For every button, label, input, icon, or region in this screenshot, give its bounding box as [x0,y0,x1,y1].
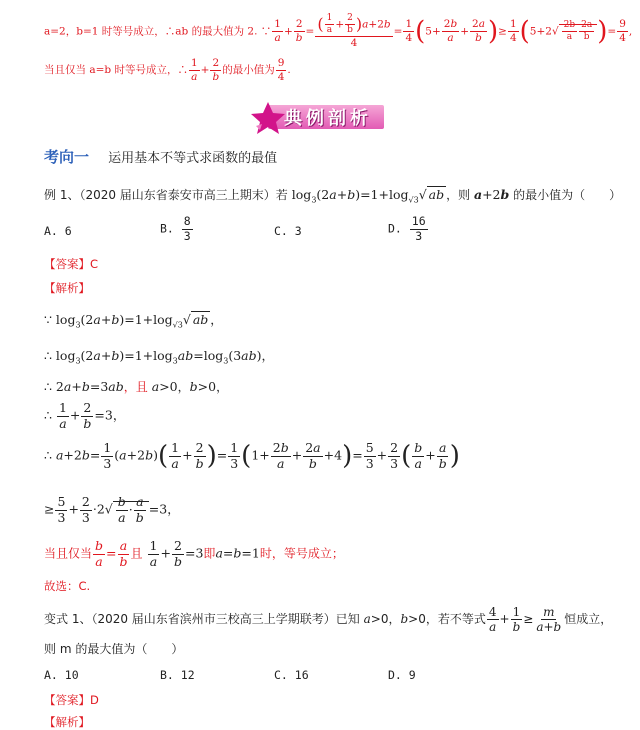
variant-1-option-a[interactable]: A. 10 [44,668,79,682]
variant-1-line-1: 变式 1、（2020 届山东省滨州市三校高三上学期联考）已知 a>0，b>0，若不等式 $\frac{4}{a}$ + $\frac{1}{b}$ ≥ $\frac{m}{a+b}$ 恒成立， [44,605,613,634]
banner-label: 典例剖析 [284,108,372,129]
step-4: ∴ $\frac{1}{a}$ + $\frac{2}{b}$ =3， [44,400,126,431]
example-1-option-a[interactable]: A. 6 [44,224,72,238]
variant-1-option-d[interactable]: D. 9 [388,668,416,682]
step-8: 故选：C. [44,579,91,593]
section-subheading: 运用基本不等式求函数的最值 [108,151,278,166]
example-1-question: 例 1、（2020 届山东省泰安市高三上期末）若 $\log_3(2a+b)=1+\log_{√3}√$ ab ，则 a+2b 的最小值为（ ） [44,187,622,205]
step-7: 当且仅当 $\frac{b}{a}$ = $\frac{a}{b}$ 且 $\frac{1}{a}$ + $\frac{2}{b}$ =3即a=b=1时，等号成立； [44,538,344,569]
step-1: ∵ $\log_3(2a+b)=1+\log_{√3}√$ ab ， [44,312,223,330]
top-line-1: a=2，b=1 时等号成立，∴ab 的最大值为 2. ∵ $\frac{1}{a}$ + $\frac{2}{b}$ = ( $\frac{1}{a}$ + $\frac{2}{b}$ )a+2b 4 = $\frac{1}{4}$ (5+ $\frac{2b}{a}$ + $\frac{2a}{b}$ )≥ $\frac{1}{4}$ (5+2√ $\frac{2b}{a}$ $\frac{2a}{b}$ )= $\frac{9}{4}$ , [44,13,633,49]
variant-1-option-b[interactable]: B. 12 [160,668,195,682]
step-2: ∴ $\log_3(2a+b)=1+\log_3ab=\log_3(3ab)$， [44,348,275,366]
example-1-option-c[interactable]: C. 3 [274,224,302,238]
variant-1-option-c[interactable]: C. 16 [274,668,309,682]
example-1-option-b[interactable]: B. $\frac{8}{3}$ [160,214,191,243]
section-heading-row [44,146,277,167]
step-5: ∴ a+2b= $\frac{1}{3}$ (a+2b)( $\frac{1}{a}$ + $\frac{2}{b}$ )= $\frac{1}{3}$ (1+ $\frac{2b}{a}$ + $\frac{2a}{b}$ +4)= $\frac{5}{3}$ + $\frac{2}{3}$ ( $\frac{b}{a}$ + $\frac{a}{b}$ ) [44,440,460,471]
star-icon [248,100,288,136]
top-line-1-prefix: a=2，b=1 时等号成立，∴ab 的最大值为 2. [44,25,258,38]
top-min-value: $\frac{9}{4}$ [277,57,285,83]
top-line-2-suffix: 的最小值为 [222,64,275,76]
variant-1-line-2: 则 m 的最大值为（ ） [44,642,184,656]
example-1-prefix: 例 1、（2020 届山东省泰安市高三上期末）若 [44,188,288,202]
top-line-2-prefix: 当且仅当 a=b 时等号成立，∴ [44,64,188,76]
variant-1-analysis-label: 【解析】 [44,715,90,729]
step-3: ∴ 2a+b=3ab，且 a>0，b>0， [44,379,229,394]
variant-1-answer: 【答案】D [44,693,99,707]
section-banner [248,100,388,136]
example-1-answer: 【答案】C [44,257,99,271]
example-1-analysis-label: 【解析】 [44,281,90,295]
example-1-option-d[interactable]: D. $\frac{16}{3}$ [388,214,426,243]
top-line-2: 当且仅当 a=b 时等号成立，∴ $\frac{1}{a}$ + $\frac{2}{b}$ 的最小值为 $\frac{9}{4}$ . [44,57,291,83]
step-6: ≥ $\frac{5}{3}$ + $\frac{2}{3}$ ·2√ $\frac{b}{a}$ · $\frac{a}{b}$ =3， [44,494,180,525]
section-heading: 考向一 [44,148,90,166]
